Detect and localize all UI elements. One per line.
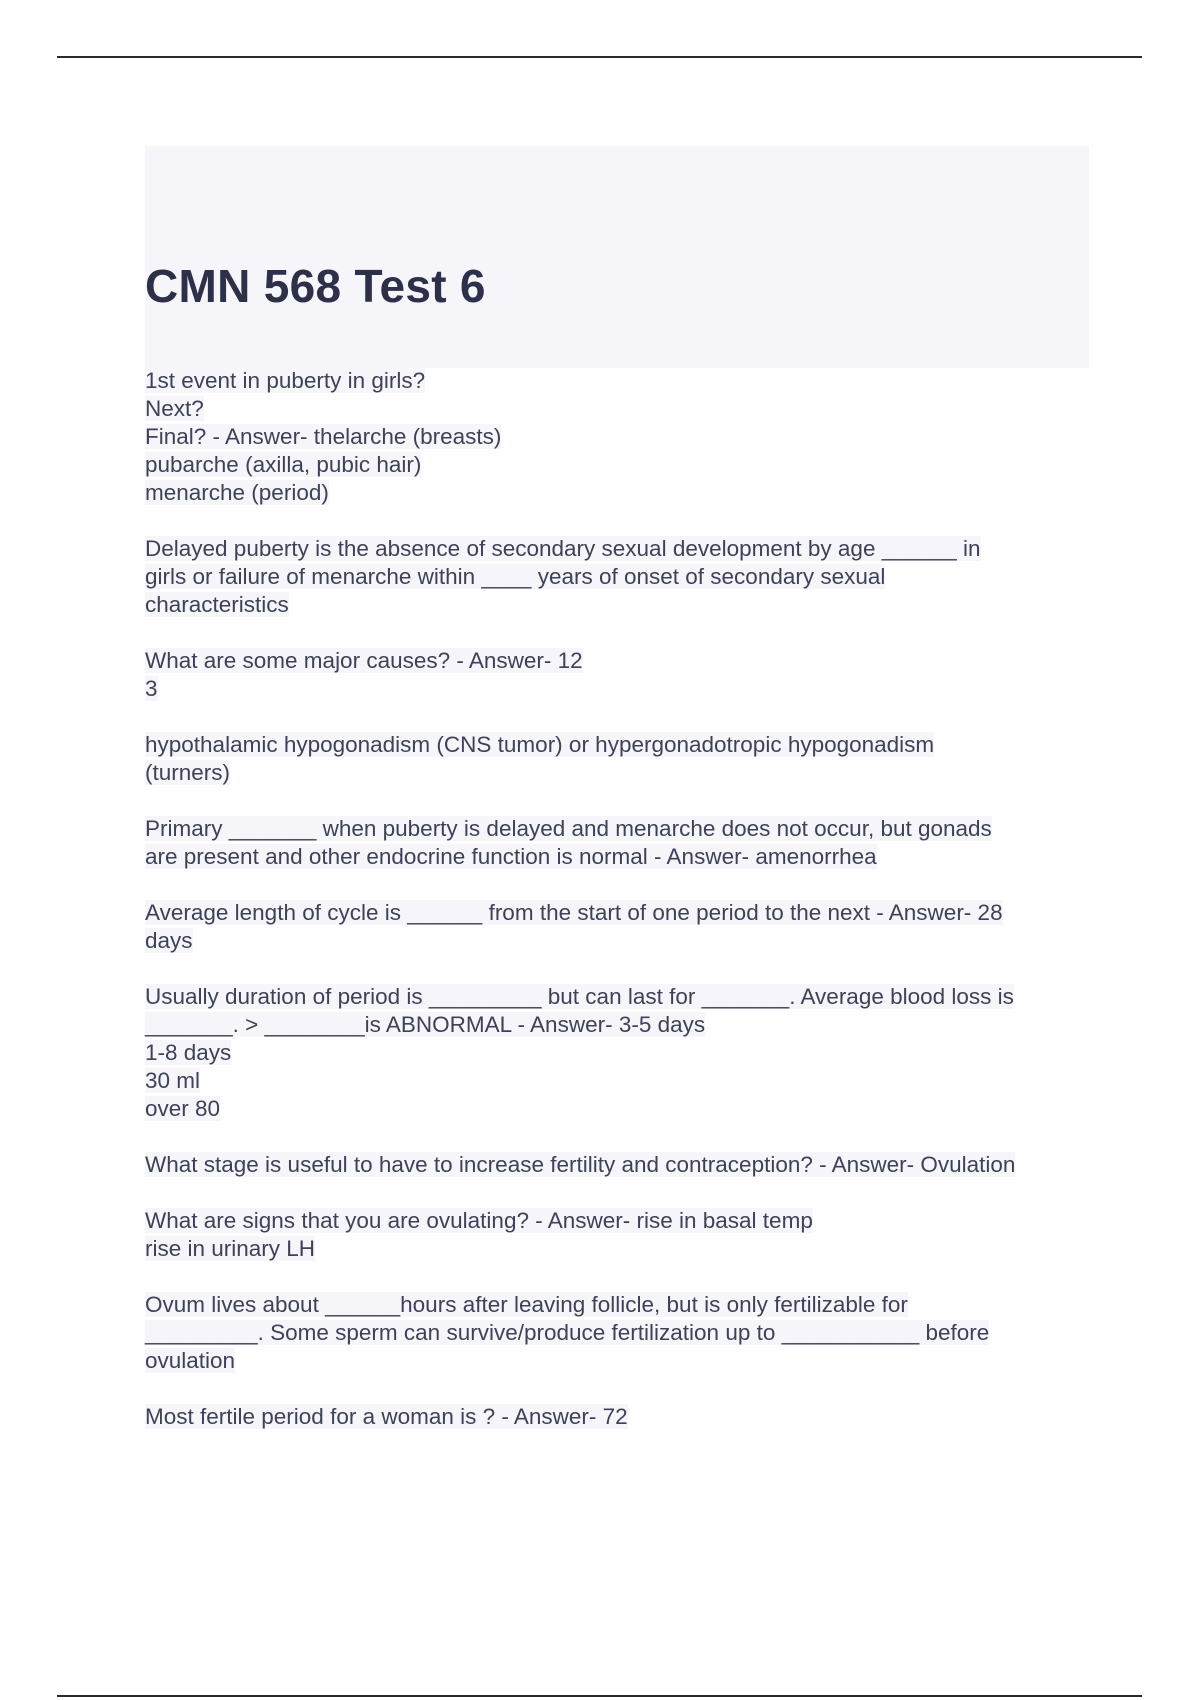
text-line: rise in urinary LH [145, 1236, 316, 1261]
text-line: What are some major causes? - Answer- 12 [145, 648, 583, 673]
bottom-rule [57, 1695, 1142, 1697]
text-line: days [145, 928, 193, 953]
text-line: Next? [145, 396, 204, 421]
text-line: Primary _______ when puberty is delayed and menarche does not occur, but gonads [145, 816, 992, 841]
qa-item-9 [145, 1207, 1095, 1263]
text-line: _________. Some sperm can survive/produce fertilization up to ___________ before [145, 1320, 990, 1345]
text-line: over 80 [145, 1096, 221, 1121]
text-line: Final? - Answer- thelarche (breasts) [145, 424, 502, 449]
text-line: 3 [145, 676, 158, 701]
text-line: Delayed puberty is the absence of secondary sexual development by age ______ in [145, 536, 981, 561]
text-line: characteristics [145, 592, 289, 617]
text-line: are present and other endocrine function is normal - Answer- amenorrhea [145, 844, 877, 869]
text-line: girls or failure of menarche within ____ years of onset of secondary sexual [145, 564, 886, 589]
qa-item-5 [145, 815, 1095, 871]
text-line: hypothalamic hypogonadism (CNS tumor) or hypergonadotropic hypogonadism [145, 732, 935, 757]
qa-item-1 [145, 367, 1095, 507]
text-line: Most fertile period for a woman is ? - Answer- 72 [145, 1404, 628, 1429]
qa-item-3 [145, 647, 1095, 703]
top-rule [57, 56, 1142, 58]
text-line: 30 ml [145, 1068, 201, 1093]
qa-item-2 [145, 535, 1095, 619]
document-body [145, 367, 1095, 1459]
text-line: _______. > ________is ABNORMAL - Answer- 3-5 days [145, 1012, 706, 1037]
qa-item-7 [145, 983, 1095, 1123]
qa-item-6 [145, 899, 1095, 955]
text-line: ovulation [145, 1348, 236, 1373]
text-line: What stage is useful to have to increase fertility and contraception? - Answer- Ovulation [145, 1152, 1016, 1177]
title-block [145, 146, 1089, 368]
text-line: Usually duration of period is _________ but can last for _______. Average blood loss is [145, 984, 1014, 1009]
text-line: 1st event in puberty in girls? [145, 368, 426, 393]
text-line: menarche (period) [145, 480, 329, 505]
text-line: Average length of cycle is ______ from the start of one period to the next - Answer- 28 [145, 900, 1003, 925]
text-line: pubarche (axilla, pubic hair) [145, 452, 422, 477]
text-line: 1-8 days [145, 1040, 232, 1065]
document-title: CMN 568 Test 6 [145, 260, 486, 312]
text-line: (turners) [145, 760, 231, 785]
qa-item-10 [145, 1291, 1095, 1375]
qa-item-4 [145, 731, 1095, 787]
text-line: Ovum lives about ______hours after leaving follicle, but is only fertilizable for [145, 1292, 908, 1317]
qa-item-11 [145, 1403, 1095, 1431]
qa-item-8 [145, 1151, 1095, 1179]
text-line: What are signs that you are ovulating? - Answer- rise in basal temp [145, 1208, 813, 1233]
